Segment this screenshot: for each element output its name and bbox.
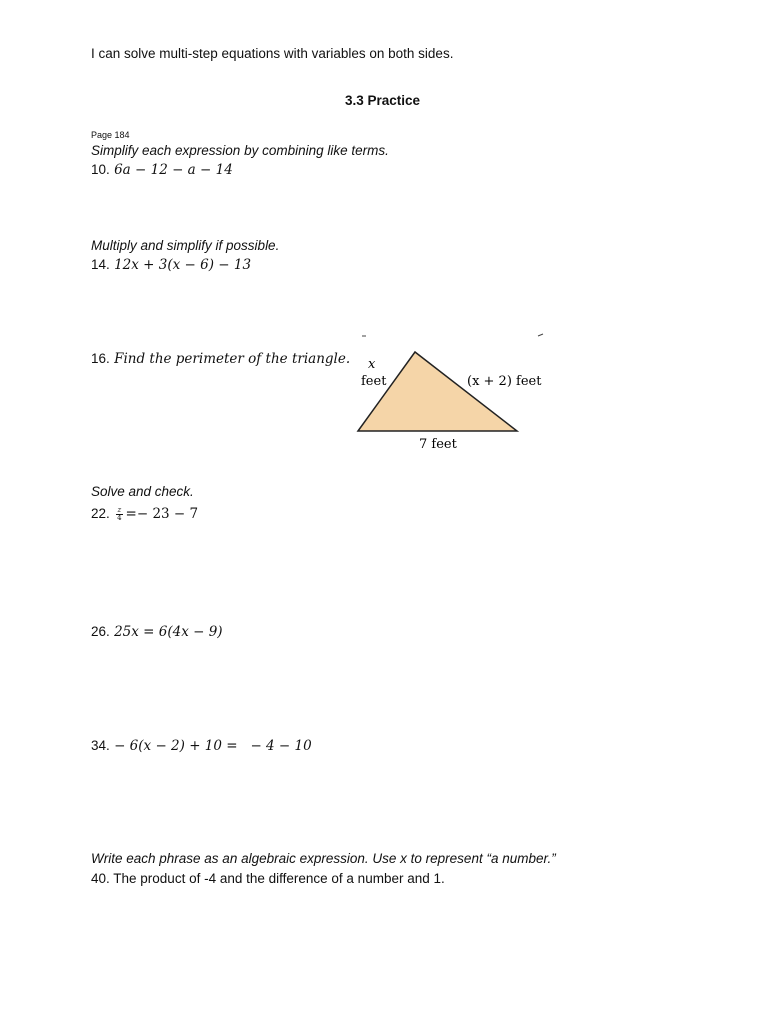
problem-number: 16. bbox=[91, 351, 110, 366]
triangle-label-bottom: 7 feet bbox=[419, 437, 457, 452]
problem-34 bbox=[91, 738, 312, 754]
problem-10 bbox=[91, 162, 233, 178]
fraction-numerator: z bbox=[117, 506, 122, 514]
problem-expression: 25x = 6(4x − 9) bbox=[114, 624, 223, 640]
problem-number: 26. bbox=[91, 624, 110, 639]
problem-26 bbox=[91, 624, 223, 640]
fraction bbox=[116, 507, 122, 522]
problem-number: 14. bbox=[91, 257, 110, 272]
problem-expression: =− 23 − 7 bbox=[125, 506, 199, 522]
triangle-label-left-variable: x bbox=[368, 357, 376, 372]
problem-text: Find the perimeter of the triangle. bbox=[114, 351, 351, 367]
triangle-figure bbox=[340, 330, 560, 458]
problem-number: 10. bbox=[91, 162, 110, 177]
triangle-label-right: (x + 2) feet bbox=[467, 374, 542, 389]
problem-number: 22. bbox=[91, 506, 110, 521]
fraction-denominator: 4 bbox=[117, 514, 122, 522]
page-reference: Page 184 bbox=[91, 130, 130, 140]
problem-number: 34. bbox=[91, 738, 110, 753]
section-instruction-solve: Solve and check. bbox=[91, 484, 194, 499]
learning-objective: I can solve multi-step equations with variables on both sides. bbox=[91, 46, 454, 61]
problem-22 bbox=[91, 506, 198, 522]
page-title: 3.3 Practice bbox=[345, 93, 421, 108]
problem-expression: − 6(x − 2) + 10 = − 4 − 10 bbox=[114, 738, 312, 754]
problem-14 bbox=[91, 257, 251, 273]
triangle-label-left-unit: feet bbox=[361, 374, 387, 389]
section-instruction-multiply: Multiply and simplify if possible. bbox=[91, 238, 280, 253]
problem-40: 40. The product of -4 and the difference of a number and 1. bbox=[91, 871, 445, 886]
problem-expression: 12x + 3(x − 6) − 13 bbox=[114, 257, 252, 273]
problem-16 bbox=[91, 351, 350, 367]
section-instruction-write: Write each phrase as an algebraic expression. Use x to represent “a number.” bbox=[91, 851, 556, 866]
triangle-shape bbox=[358, 352, 517, 431]
scan-mark bbox=[538, 334, 543, 336]
section-instruction-simplify: Simplify each expression by combining like terms. bbox=[91, 143, 389, 158]
problem-expression: 6a − 12 − a − 14 bbox=[114, 162, 233, 178]
